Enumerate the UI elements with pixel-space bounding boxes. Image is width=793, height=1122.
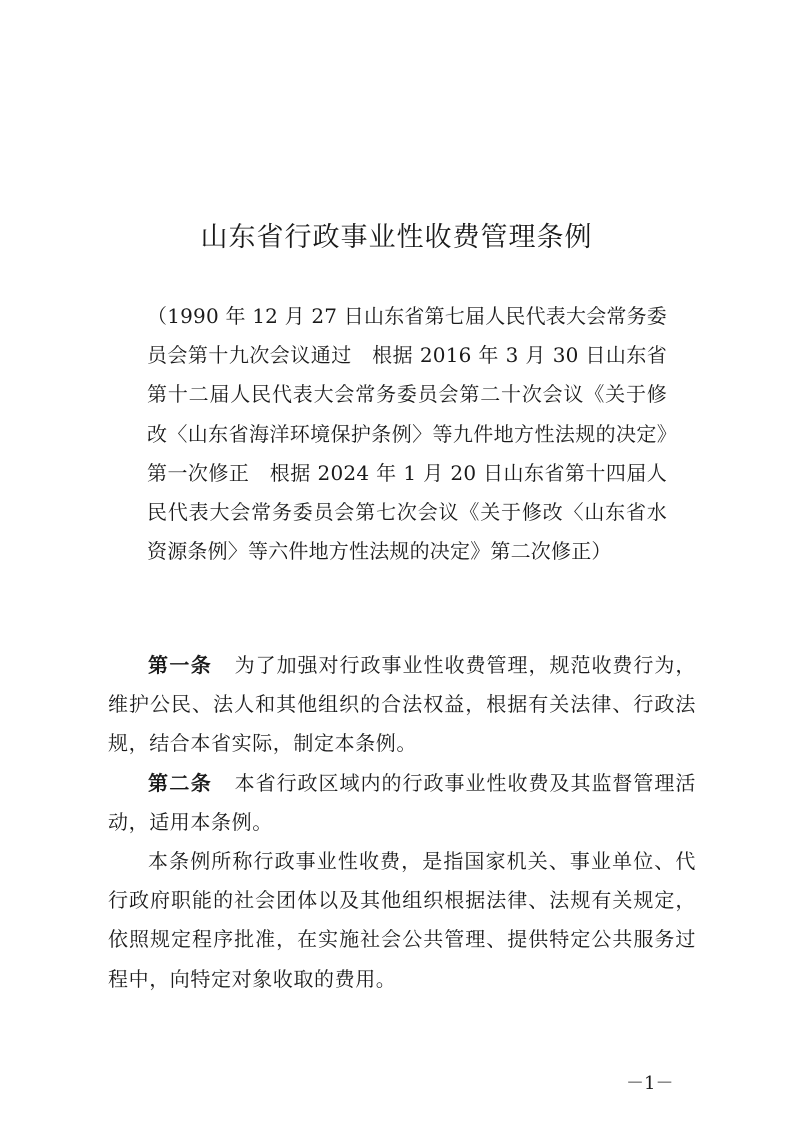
article-label: 第二条 [148, 770, 213, 795]
body-paragraph: 本条例所称行政事业性收费，是指国家机关、事业单位、代行政府职能的社会团体以及其他组织根据法律、法规有关规定，依照规定程序批准，在实施社会公共管理、提供特定公共服务过程中，向特定对象收取的费用。 [108, 849, 696, 991]
amendment-history: （1990 年 12 月 27 日山东省第七届人民代表大会常务委员会第十九次会议通过 根据 2016 年 3 月 30 日山东省第十二届人民代表大会常务委员会第二十次会议《关于修改〈山东省海洋环境保护条例〉等九件地方性法规的决定》第一次修正 根据 2024 年 1 月 20 日山东省第十四届人民代表大会常务委员会第七次会议《关于修改〈山东省水资源条例〉等六件地方性法规的决定》第二次修正） [147, 304, 667, 564]
article-label: 第一条 [148, 653, 213, 677]
document-title: 山东省行政事业性收费管理条例 [200, 222, 593, 253]
page-number: －1－ [626, 1073, 674, 1094]
article-text: 本省行政区域内的行政事业性收费及其监督管理活动，适用本条例。 [108, 770, 697, 834]
article-text: 为了加强对行政事业性收费管理，规范收费行为，维护公民、法人和其他组织的合法权益，根据有关法律、行政法规，结合本省实际，制定本条例。 [108, 653, 697, 756]
article-paragraph [108, 646, 696, 764]
document-body [108, 646, 696, 999]
article-paragraph [108, 764, 696, 842]
